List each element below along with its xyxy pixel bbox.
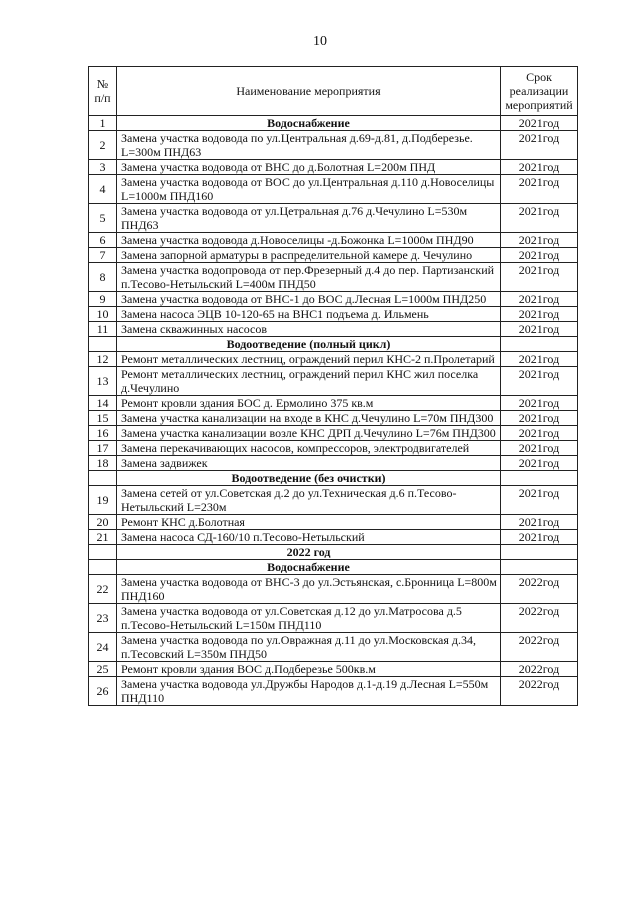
table-row: [89, 575, 578, 604]
row-term: 2021год: [501, 204, 578, 233]
row-measure-name: Ремонт кровли здания ВОС д.Подберезье 500кв.м: [117, 662, 501, 677]
row-term: 2021год: [501, 160, 578, 175]
row-number: 3: [89, 160, 117, 175]
table-row: [89, 662, 578, 677]
row-term: 2021год: [501, 131, 578, 160]
row-number: 22: [89, 575, 117, 604]
row-number: [89, 560, 117, 575]
row-term: [501, 471, 578, 486]
row-term: 2021год: [501, 486, 578, 515]
table-row: [89, 233, 578, 248]
row-measure-name: Замена сетей от ул.Советская д.2 до ул.Техническая д.6 п.Тесово-Нетыльский L=230м: [117, 486, 501, 515]
row-measure-name: Замена участка водовода от ул.Цетральная д.76 д.Чечулино L=530м ПНД63: [117, 204, 501, 233]
row-term: [501, 545, 578, 560]
row-measure-name: Ремонт металлических лестниц, ограждений перил КНС-2 п.Пролетарий: [117, 352, 501, 367]
row-term: 2021год: [501, 426, 578, 441]
section-row: [89, 116, 578, 131]
table-row: [89, 515, 578, 530]
row-measure-name: Замена скважинных насосов: [117, 322, 501, 337]
section-title: 2022 год: [117, 545, 501, 560]
row-term: 2021год: [501, 441, 578, 456]
row-number: 11: [89, 322, 117, 337]
row-term: [501, 560, 578, 575]
table-row: [89, 411, 578, 426]
row-term: 2022год: [501, 575, 578, 604]
row-number: 25: [89, 662, 117, 677]
row-measure-name: Замена участка водопровода от пер.Фрезерный д.4 до пер. Партизанский п.Тесово-Нетыльский L=400м ПНД50: [117, 263, 501, 292]
table-row: [89, 633, 578, 662]
row-measure-name: Замена участка водовода от ВНС-1 до ВОС д.Лесная L=1000м ПНД250: [117, 292, 501, 307]
table-row: [89, 292, 578, 307]
row-measure-name: Замена участка водовода по ул.Центральная д.69-д.81, д.Подберезье. L=300м ПНД63: [117, 131, 501, 160]
row-term: 2022год: [501, 604, 578, 633]
row-term: 2021год: [501, 352, 578, 367]
table-row: [89, 426, 578, 441]
row-term: 2021год: [501, 307, 578, 322]
row-term: 2022год: [501, 677, 578, 706]
table-row: [89, 131, 578, 160]
header-term: Срок реализации мероприятий: [501, 67, 578, 116]
row-measure-name: Ремонт металлических лестниц, ограждений перил КНС жил поселка д.Чечулино: [117, 367, 501, 396]
row-number: 12: [89, 352, 117, 367]
row-number: 18: [89, 456, 117, 471]
row-number: 15: [89, 411, 117, 426]
table-row: [89, 175, 578, 204]
table-row: [89, 530, 578, 545]
table-row: [89, 352, 578, 367]
row-number: 10: [89, 307, 117, 322]
row-number: 17: [89, 441, 117, 456]
row-number: 4: [89, 175, 117, 204]
table-row: [89, 367, 578, 396]
table-row: [89, 604, 578, 633]
table-row: [89, 248, 578, 263]
row-measure-name: Замена перекачивающих насосов, компрессоров, электродвигателей: [117, 441, 501, 456]
row-term: 2021год: [501, 515, 578, 530]
row-term: 2021год: [501, 175, 578, 204]
row-term: 2021год: [501, 233, 578, 248]
section-row: [89, 560, 578, 575]
section-title: Водоотведение (полный цикл): [117, 337, 501, 352]
table-row: [89, 322, 578, 337]
row-term: [501, 337, 578, 352]
row-number: 20: [89, 515, 117, 530]
row-number: 13: [89, 367, 117, 396]
row-number: 2: [89, 131, 117, 160]
row-measure-name: Замена участка водовода от ул.Советская д.12 до ул.Матросова д.5 п.Тесово-Нетыльский L=150м ПНД110: [117, 604, 501, 633]
row-number: 16: [89, 426, 117, 441]
row-term: 2021год: [501, 116, 578, 131]
measures-table: [88, 66, 578, 706]
row-measure-name: Замена участка водовода ул.Дружбы Народов д.1-д.19 д.Лесная L=550м ПНД110: [117, 677, 501, 706]
row-number: 24: [89, 633, 117, 662]
table-row: [89, 160, 578, 175]
table-row: [89, 204, 578, 233]
section-row: [89, 545, 578, 560]
table-row: [89, 441, 578, 456]
row-measure-name: Ремонт КНС д.Болотная: [117, 515, 501, 530]
row-measure-name: Замена участка водовода от ВНС-3 до ул.Эстьянская, с.Бронница L=800м ПНД160: [117, 575, 501, 604]
row-term: 2021год: [501, 248, 578, 263]
row-term: 2021год: [501, 292, 578, 307]
row-number: 7: [89, 248, 117, 263]
row-measure-name: Замена участка водовода по ул.Овражная д.11 до ул.Московская д.34, п.Тесовский L=350м ПНД50: [117, 633, 501, 662]
row-number: 26: [89, 677, 117, 706]
row-measure-name: Замена насоса СД-160/10 п.Тесово-Нетыльский: [117, 530, 501, 545]
table-row: [89, 396, 578, 411]
row-measure-name: Замена участка канализации возле КНС ДРП д.Чечулино L=76м ПНД300: [117, 426, 501, 441]
table-row: [89, 307, 578, 322]
header-number: № п/п: [89, 67, 117, 116]
row-term: 2021год: [501, 322, 578, 337]
table-row: [89, 263, 578, 292]
row-term: 2022год: [501, 633, 578, 662]
table-row: [89, 677, 578, 706]
row-measure-name: Замена участка канализации на входе в КНС д.Чечулино L=70м ПНД300: [117, 411, 501, 426]
row-measure-name: Замена участка водовода от ВНС до д.Болотная L=200м ПНД: [117, 160, 501, 175]
row-number: 21: [89, 530, 117, 545]
row-measure-name: Замена запорной арматуры в распределительной камере д. Чечулино: [117, 248, 501, 263]
row-term: 2021год: [501, 411, 578, 426]
section-title: Водоснабжение: [117, 116, 501, 131]
header-name: Наименование мероприятия: [117, 67, 501, 116]
row-number: [89, 545, 117, 560]
row-term: 2022год: [501, 662, 578, 677]
table-row: [89, 486, 578, 515]
row-number: [89, 337, 117, 352]
table-row: [89, 456, 578, 471]
section-row: [89, 337, 578, 352]
row-number: [89, 471, 117, 486]
row-number: 6: [89, 233, 117, 248]
section-title: Водоотведение (без очистки): [117, 471, 501, 486]
row-measure-name: Замена участка водовода д.Новоселицы -д.Божонка L=1000м ПНД90: [117, 233, 501, 248]
section-row: [89, 471, 578, 486]
row-number: 14: [89, 396, 117, 411]
row-measure-name: Замена насоса ЭЦВ 10-120-65 на ВНС1 подъема д. Ильмень: [117, 307, 501, 322]
row-number: 1: [89, 116, 117, 131]
row-measure-name: Замена задвижек: [117, 456, 501, 471]
row-term: 2021год: [501, 263, 578, 292]
row-measure-name: Ремонт кровли здания БОС д. Ермолино 375 кв.м: [117, 396, 501, 411]
table-header-row: [89, 67, 578, 116]
row-number: 23: [89, 604, 117, 633]
section-title: Водоснабжение: [117, 560, 501, 575]
row-number: 19: [89, 486, 117, 515]
row-term: 2021год: [501, 530, 578, 545]
row-term: 2021год: [501, 367, 578, 396]
row-term: 2021год: [501, 396, 578, 411]
row-number: 5: [89, 204, 117, 233]
page-number: 10: [313, 34, 327, 49]
row-measure-name: Замена участка водовода от ВОС до ул.Центральная д.110 д.Новоселицы L=1000м ПНД160: [117, 175, 501, 204]
row-number: 8: [89, 263, 117, 292]
row-term: 2021год: [501, 456, 578, 471]
row-number: 9: [89, 292, 117, 307]
